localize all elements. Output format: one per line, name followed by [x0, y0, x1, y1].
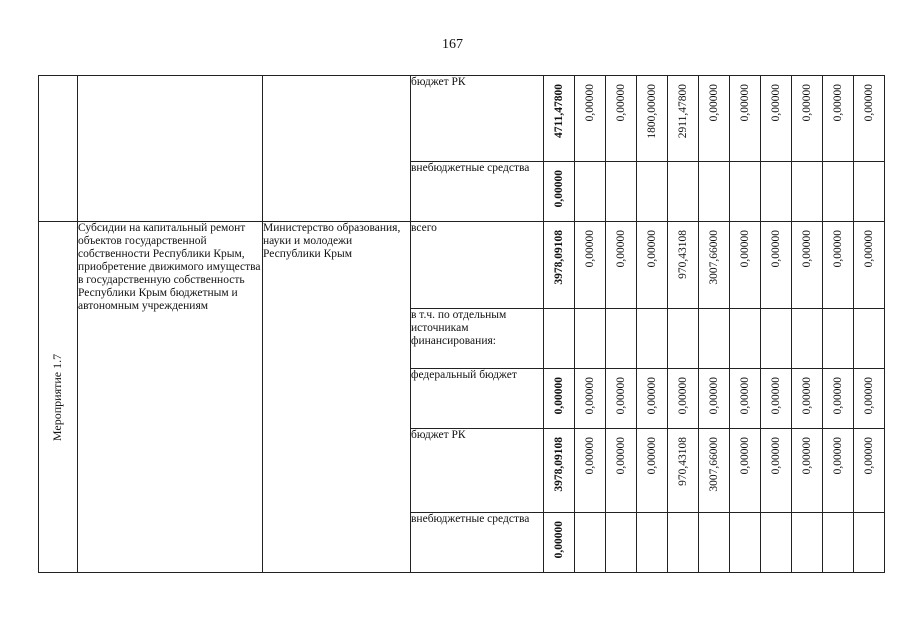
value-text: 0,00000: [769, 84, 782, 122]
value-text: 970,43108: [676, 230, 689, 279]
value-cell: [637, 76, 668, 162]
value-cell: [761, 429, 792, 513]
value-text: 0,00000: [645, 437, 658, 475]
value-cell: [730, 429, 761, 513]
value-cell: [606, 513, 637, 573]
value-text: 0,00000: [707, 377, 720, 415]
source-cell: в т.ч. по отдельным источникам финансирования:: [411, 309, 544, 369]
total-cell: [544, 222, 575, 309]
value-cell: [575, 309, 606, 369]
value-cell: [575, 369, 606, 429]
value-cell: [575, 222, 606, 309]
value-text: 0,00000: [645, 377, 658, 415]
value-cell: [637, 429, 668, 513]
value-cell: [792, 369, 823, 429]
value-cell: [637, 369, 668, 429]
value-text: 0,00000: [831, 437, 844, 475]
value-text: 1800,00000: [645, 84, 658, 139]
value-text: 0,00000: [583, 230, 596, 268]
page-number: 167: [442, 37, 463, 52]
value-cell: [730, 369, 761, 429]
value-text: 0,00000: [614, 230, 627, 268]
value-cell: [761, 309, 792, 369]
source-cell: внебюджетные средства: [411, 513, 544, 573]
value-text: 0,00000: [862, 84, 875, 122]
value-text: 0,00000: [583, 377, 596, 415]
value-cell: [854, 309, 885, 369]
total-cell: [544, 76, 575, 162]
source-cell: бюджет РК: [411, 429, 544, 513]
value-text: 0,00000: [862, 377, 875, 415]
value-cell: [730, 76, 761, 162]
value-cell: [823, 513, 854, 573]
value-cell: [606, 222, 637, 309]
value-cell: [668, 429, 699, 513]
empty-event-cell: [39, 76, 78, 222]
total-value: 4711,47800: [552, 84, 565, 138]
total-value: 3978,09108: [552, 437, 565, 492]
value-cell: [575, 162, 606, 222]
value-cell: [730, 162, 761, 222]
value-cell: [699, 309, 730, 369]
value-cell: [823, 429, 854, 513]
event-label-cell: [39, 222, 78, 573]
value-cell: [606, 369, 637, 429]
total-cell: [544, 162, 575, 222]
value-text: 0,00000: [769, 377, 782, 415]
total-cell: [544, 513, 575, 573]
value-cell: [575, 429, 606, 513]
value-text: 0,00000: [800, 377, 813, 415]
value-cell: [699, 76, 730, 162]
value-text: 2911,47800: [676, 84, 689, 139]
value-cell: [637, 513, 668, 573]
value-text: 0,00000: [831, 230, 844, 268]
value-cell: [792, 429, 823, 513]
value-text: 0,00000: [614, 437, 627, 475]
value-cell: [823, 369, 854, 429]
value-cell: [792, 162, 823, 222]
value-cell: [854, 162, 885, 222]
value-cell: [854, 369, 885, 429]
value-text: 0,00000: [738, 377, 751, 415]
value-text: 0,00000: [831, 84, 844, 122]
value-text: 970,43108: [676, 437, 689, 486]
table-row: [39, 76, 885, 162]
source-cell: внебюджетные средства: [411, 162, 544, 222]
value-text: 0,00000: [614, 377, 627, 415]
value-text: 0,00000: [800, 84, 813, 122]
value-cell: [668, 309, 699, 369]
event-executor: Министерство образования, науки и молодежи Республики Крым: [263, 222, 411, 573]
value-cell: [606, 309, 637, 369]
value-cell: [730, 222, 761, 309]
value-cell: [730, 309, 761, 369]
event-description: Субсидии на капитальный ремонт объектов государственной собственности Республики Крым, приобретение движимого имущества в государственную собственность Республики Крым бюджетным и автономным учреждениям: [78, 222, 263, 573]
value-cell: [823, 162, 854, 222]
value-cell: [637, 222, 668, 309]
total-value: 0,00000: [552, 521, 565, 559]
table-row: [39, 222, 885, 309]
value-text: 0,00000: [676, 377, 689, 415]
event-label: Мероприятие 1.7: [50, 353, 65, 441]
value-text: 0,00000: [862, 230, 875, 268]
value-text: 0,00000: [614, 84, 627, 122]
value-text: 0,00000: [645, 230, 658, 268]
total-value: 0,00000: [552, 170, 565, 208]
value-cell: [575, 76, 606, 162]
value-cell: [792, 513, 823, 573]
value-cell: [637, 309, 668, 369]
value-cell: [761, 369, 792, 429]
value-text: 0,00000: [862, 437, 875, 475]
value-cell: [668, 513, 699, 573]
total-value: 3978,09108: [552, 230, 565, 285]
value-cell: [792, 309, 823, 369]
value-cell: [668, 76, 699, 162]
value-cell: [668, 162, 699, 222]
value-cell: [575, 513, 606, 573]
budget-table: [38, 75, 885, 573]
value-cell: [606, 162, 637, 222]
total-value: 0,00000: [552, 377, 565, 415]
value-cell: [761, 162, 792, 222]
value-cell: [637, 162, 668, 222]
value-cell: [854, 429, 885, 513]
total-cell: [544, 309, 575, 369]
value-cell: [606, 76, 637, 162]
value-text: 0,00000: [738, 230, 751, 268]
value-text: 0,00000: [738, 437, 751, 475]
total-cell: [544, 429, 575, 513]
value-text: 0,00000: [738, 84, 751, 122]
value-cell: [699, 222, 730, 309]
value-cell: [854, 513, 885, 573]
value-cell: [761, 76, 792, 162]
value-cell: [823, 309, 854, 369]
value-text: 0,00000: [583, 437, 596, 475]
value-cell: [699, 162, 730, 222]
value-cell: [792, 76, 823, 162]
source-cell: федеральный бюджет: [411, 369, 544, 429]
value-text: 0,00000: [583, 84, 596, 122]
source-cell: всего: [411, 222, 544, 309]
value-cell: [668, 222, 699, 309]
value-cell: [761, 222, 792, 309]
value-cell: [699, 369, 730, 429]
value-cell: [823, 76, 854, 162]
value-text: 3007,66000: [707, 230, 720, 285]
value-cell: [761, 513, 792, 573]
value-cell: [854, 76, 885, 162]
value-cell: [606, 429, 637, 513]
value-cell: [699, 429, 730, 513]
value-cell: [792, 222, 823, 309]
empty-executor-cell: [263, 76, 411, 222]
value-text: 0,00000: [769, 437, 782, 475]
value-text: 0,00000: [800, 230, 813, 268]
value-cell: [699, 513, 730, 573]
value-cell: [730, 513, 761, 573]
value-text: 0,00000: [831, 377, 844, 415]
value-text: 0,00000: [800, 437, 813, 475]
value-text: 3007,66000: [707, 437, 720, 492]
value-cell: [854, 222, 885, 309]
value-cell: [668, 369, 699, 429]
total-cell: [544, 369, 575, 429]
value-text: 0,00000: [707, 84, 720, 122]
value-cell: [823, 222, 854, 309]
value-text: 0,00000: [769, 230, 782, 268]
source-cell: бюджет РК: [411, 76, 544, 162]
empty-description-cell: [78, 76, 263, 222]
